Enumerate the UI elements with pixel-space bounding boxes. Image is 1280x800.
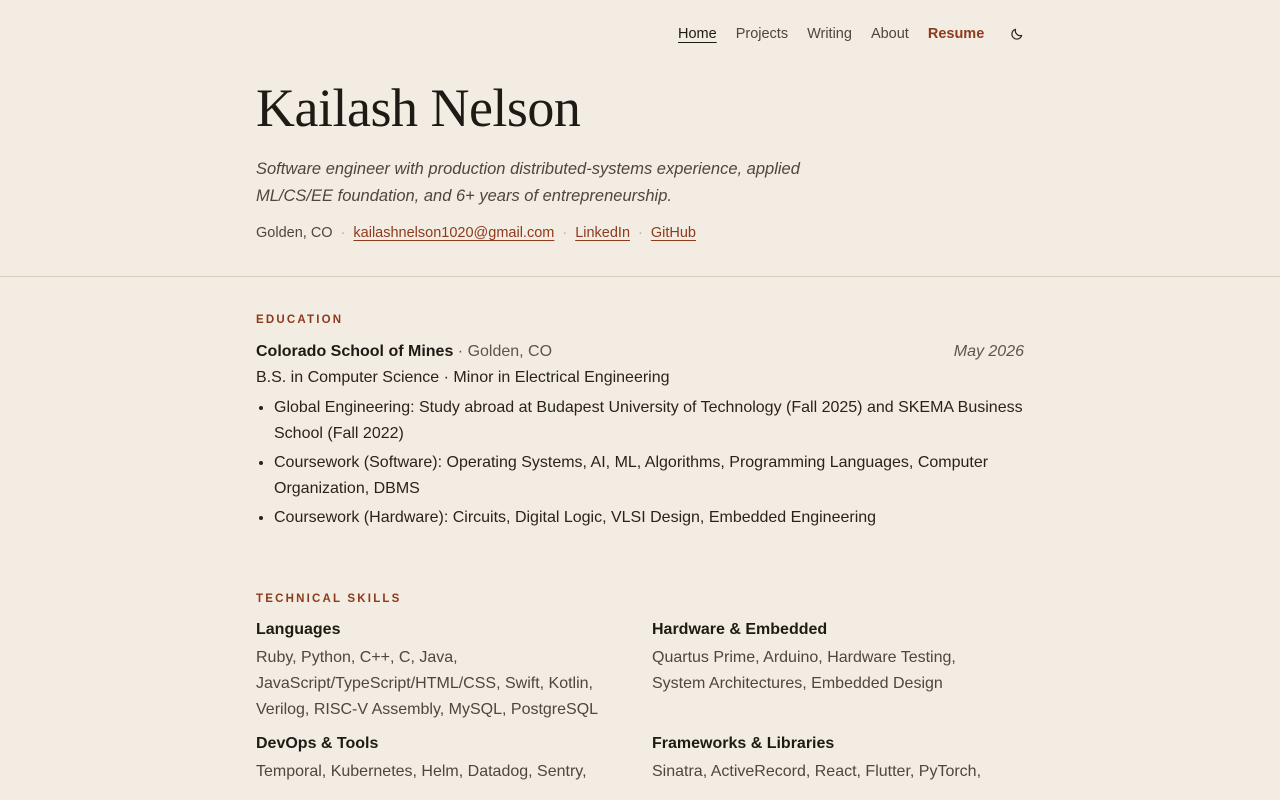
header-divider xyxy=(0,276,1280,277)
graduation-date: May 2026 xyxy=(953,343,1024,360)
nav-writing-link[interactable]: Writing xyxy=(807,26,852,42)
skill-group-text: Sinatra, ActiveRecord, React, Flutter, PyTorch, xyxy=(652,763,982,780)
skill-group-title: DevOps & Tools xyxy=(256,735,379,752)
section-title-education: EDUCATION xyxy=(256,314,344,326)
moon-icon[interactable] xyxy=(1008,25,1026,43)
page-header xyxy=(256,76,1024,241)
email-link[interactable]: kailashnelson1020@gmail.com xyxy=(353,225,555,241)
nav-projects-link[interactable]: Projects xyxy=(735,26,789,42)
skill-group-title: Languages xyxy=(256,621,341,638)
skill-group-title: Frameworks & Libraries xyxy=(652,735,835,752)
education-bullets xyxy=(256,395,1024,531)
skill-group-text: Quartus Prime, Arduino, Hardware Testing, System Architectures, Embedded Design xyxy=(652,649,956,692)
skills-grid xyxy=(256,621,1024,785)
skill-group-text: Temporal, Kubernetes, Helm, Datadog, Sentry, xyxy=(256,763,587,780)
nav-about-link[interactable]: About xyxy=(870,26,909,42)
tagline: Software engineer with production distributed-systems experience, applied ML/CS/EE foundation, and 6+ years of entrepreneurship. xyxy=(256,160,800,205)
list-item: • Global Engineering: Study abroad at Budapest University of Technology (Fall 2025) and SKEMA Business School (Fall 2022) xyxy=(274,395,1024,447)
skill-group-hardware xyxy=(652,621,1024,723)
separator: · xyxy=(562,225,568,241)
education-section xyxy=(256,314,1024,534)
degree-text: B.S. in Computer Science · Minor in Electrical Engineering xyxy=(256,369,670,386)
github-link[interactable]: GitHub xyxy=(650,225,696,241)
skill-group-frameworks xyxy=(652,735,1024,785)
education-entry-header xyxy=(256,343,1024,361)
linkedin-link[interactable]: LinkedIn xyxy=(575,225,631,241)
list-item: • Coursework (Software): Operating Systems, AI, ML, Algorithms, Programming Languages, Computer Organization, DBMS xyxy=(274,450,1024,502)
skill-group-languages xyxy=(256,621,652,723)
list-item: • Coursework (Hardware): Circuits, Digital Logic, VLSI Design, Embedded Engineering xyxy=(274,505,1024,531)
nav-home-link[interactable]: Home xyxy=(678,26,717,42)
school-name: Colorado School of Mines xyxy=(256,343,454,360)
top-nav xyxy=(678,22,1280,46)
contact-line xyxy=(256,225,1024,241)
school-location: · Golden, CO xyxy=(457,343,553,360)
location-text: Golden, CO xyxy=(256,225,333,241)
skill-group-text: Ruby, Python, C++, C, Java, JavaScript/TypeScript/HTML/CSS, Swift, Kotlin, Verilog, RISC-V Assembly, MySQL, PostgreSQL xyxy=(256,649,599,718)
skills-section xyxy=(256,593,1024,785)
section-title-skills: TECHNICAL SKILLS xyxy=(256,593,402,605)
skill-group-title: Hardware & Embedded xyxy=(652,621,828,638)
skill-group-devops xyxy=(256,735,652,785)
nav-resume-link[interactable]: Resume xyxy=(927,26,985,42)
page-title: Kailash Nelson xyxy=(256,78,581,138)
separator: · xyxy=(340,225,346,241)
separator: · xyxy=(638,225,643,241)
